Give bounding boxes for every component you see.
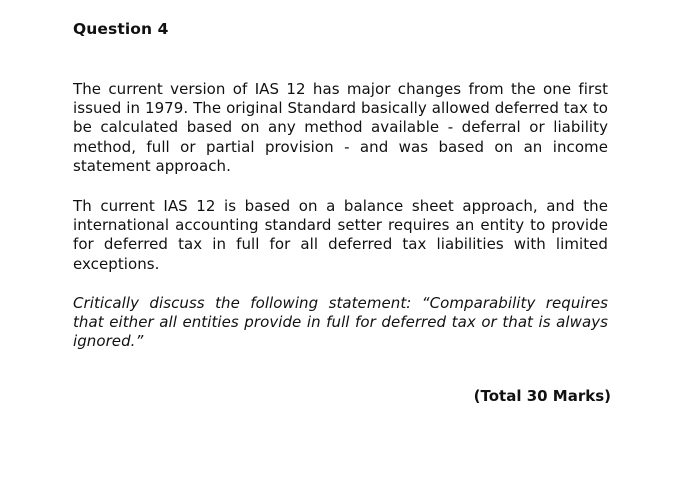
context-paragraph-1: The current version of IAS 12 has major changes from the one first issued in 1979. The original Standard basically allowed deferred tax to be calculated based on any method available - deferral or liability method, full or partial provision - and was based on an income statement approach. — [73, 80, 608, 175]
total-marks: (Total 30 Marks) — [473, 387, 611, 405]
question-title: Question 4 — [73, 20, 169, 38]
context-paragraph-2: Th current IAS 12 is based on a balance sheet approach, and the international accounting standard setter requires an entity to provide for deferred tax in full for all deferred tax liabilities with limited exceptions. — [73, 197, 608, 273]
task-statement: Critically discuss the following statement: “Comparability requires that either all entities provide in full for deferred tax or that is always ignored.” — [73, 294, 608, 351]
